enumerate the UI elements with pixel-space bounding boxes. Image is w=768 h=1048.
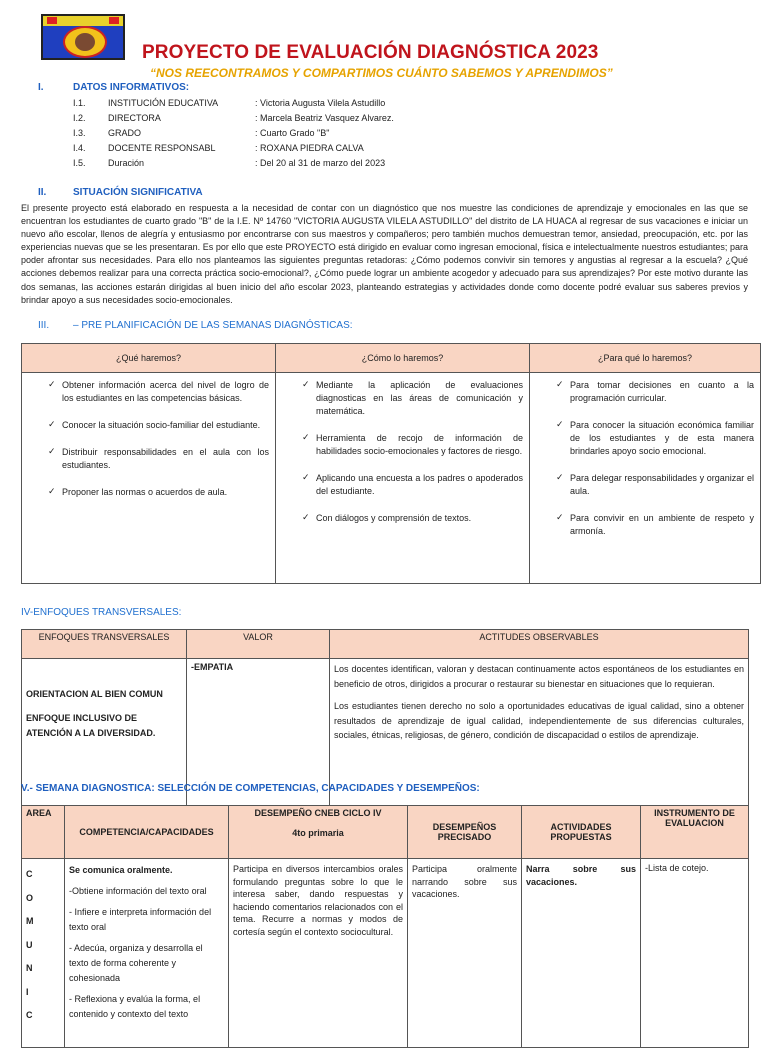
check-icon: ✓	[556, 379, 564, 389]
section-2-number: II.	[38, 187, 47, 198]
col-header-como: ¿Cómo lo haremos?	[276, 344, 530, 373]
info-num: I.4.	[73, 143, 86, 153]
actitud-text: Los docentes identifican, valoran y destacan continuamente actos espontáneos de los estudiantes en beneficio de otros, dirigidos a procurar o restaurar su bienestar en situaciones que lo requieran.	[334, 664, 744, 689]
info-num: I.2.	[73, 113, 86, 123]
info-value: : Marcela Beatriz Vasquez Alvarez.	[255, 113, 394, 123]
table-row	[22, 859, 749, 1048]
info-label: GRADO	[108, 128, 142, 138]
list-item	[28, 446, 269, 472]
actividad-cell	[522, 859, 641, 1048]
check-icon: ✓	[556, 419, 564, 429]
item-text: Para delegar responsabilidades y organizar el aula.	[570, 473, 754, 496]
item-text: Obtener información acerca del nivel de logro de los estudiantes en las competencias básicas.	[62, 380, 269, 403]
area-letter: I	[26, 986, 29, 997]
portrait-face	[75, 33, 95, 51]
flag-icon	[47, 17, 57, 24]
list-item	[536, 419, 754, 458]
list-item	[28, 486, 269, 499]
precisado-cell	[408, 859, 522, 1048]
col-header-actitudes: ACTITUDES OBSERVABLES	[330, 630, 749, 659]
list-item	[536, 379, 754, 405]
table-row	[22, 373, 761, 584]
info-label: Duración	[108, 158, 145, 168]
col-header-que: ¿Qué haremos?	[22, 344, 276, 373]
table-header-row	[22, 806, 749, 859]
info-label: INSTITUCIÓN EDUCATIVA	[108, 98, 219, 108]
check-icon: ✓	[556, 472, 564, 482]
planning-table	[21, 343, 761, 584]
col-header-desempeno	[229, 806, 408, 859]
area-letter: C	[26, 869, 33, 879]
info-value: : Del 20 al 31 de marzo del 2023	[255, 158, 386, 168]
info-label: DIRECTORA	[108, 113, 161, 123]
item-text: Para conocer la situación económica familiar de los estudiantes y de esta manera brindarles apoyo socio emocional.	[570, 420, 754, 456]
info-num: I.3.	[73, 128, 86, 138]
portrait-emblem	[63, 26, 107, 58]
list-item	[282, 432, 523, 458]
col-header-actividades: ACTIVIDADES PROPUESTAS	[522, 806, 641, 859]
col-header-precisado: DESEMPEÑOS PRECISADO	[408, 806, 522, 859]
check-icon: ✓	[556, 512, 564, 522]
competencia-title: Se comunica oralmente.	[69, 865, 173, 875]
situacion-paragraph: El presente proyecto está elaborado en respuesta a la necesidad de contar con un diagnóstico que nos muestre las condiciones de aprendizaje y emocionales en las que se encuentran los estudiantes de cuarto grado "B" de la I.E. Nº 14760 "VICTORIA AUGUSTA VILELA ASTUDILLO" del distrito de LA HUACA al regresar de sus vacaciones e iniciar un nuevo año escolar, llenos de alegría y entusiasmo por encontrarse con sus maestros y compañeros; pero también muchos demuestran temor, ansiedad, preocupación, etc. por las experiencias nuevas que se les presentaran. Es por ello que este PROYECTO está dirigido en evaluar como ingresan emocional, física e intelectualmente nuestros estudiantes; para poder afrontar sus necesidades. Para ello nos planteamos las siguientes preguntas retadoras: ¿Cómo podemos convivir sin temores y angustias al regresar a la escuela? ¿Qué acciones debemos realizar para una correcta práctica socio-emocional?, ¿Cómo puede lograr un ambiente acogedor y adecuado para sus aprendizajes? Por este motivo durante las dos semanas, las acciones estarán dirigidas al buen inicio del año escolar 2023, planteando estrategias y actividades donde como docente podré evaluar sus saberes previos y brindar apoyo a sus necesidades socio-emocionales.	[21, 203, 748, 305]
check-icon: ✓	[302, 379, 310, 389]
info-num: I.5.	[73, 158, 86, 168]
area-letter: N	[26, 963, 33, 973]
list-item	[536, 472, 754, 498]
col-header-enfoques: ENFOQUES TRANSVERSALES	[22, 630, 187, 659]
item-text: Para tomar decisiones en cuanto a la programación curricular.	[570, 380, 754, 403]
area-letter: C	[26, 1010, 33, 1020]
item-text: Con diálogos y comprensión de textos.	[316, 513, 472, 523]
check-icon: ✓	[48, 379, 56, 389]
capacidad-item: - Reflexiona y evalúa la forma, el contenido y contexto del texto	[69, 994, 201, 1019]
capacidad-item: -Obtiene información del texto oral	[69, 886, 207, 896]
actitud-text: Los estudiantes tienen derecho no solo a oportunidades educativas de igual calidad, sino a obtener resultados de aprendizaje de igual calidad, independientemente de sus diferencias culturales, sociales, étnicas, religiosas, de género, condición de discapacidad o estilos de aprendizaje.	[334, 701, 744, 740]
area-cell	[22, 859, 65, 1048]
desempeno-text: Participa en diversos intercambios orales formulando preguntas sobre lo que le interesa saber, dando respuestas y haciendo comentarios relacionados con el tema. Recurre a normas y modos de cortesía según el contexto sociocultural.	[233, 864, 403, 937]
area-letter: U	[26, 939, 33, 950]
item-text: Mediante la aplicación de evaluaciones diagnosticas en las áreas de comunicación y matemática.	[316, 380, 523, 416]
list-item	[282, 472, 523, 498]
col-para-que	[530, 373, 761, 584]
col-header-area: AREA	[22, 806, 65, 859]
info-value: : ROXANA PIEDRA CALVA	[255, 143, 364, 153]
check-icon: ✓	[48, 486, 56, 496]
check-icon: ✓	[302, 512, 310, 522]
desempeno-header-sub: 4to primaria	[292, 828, 344, 838]
competencia-cell	[65, 859, 229, 1048]
table-header-row	[22, 344, 761, 373]
col-header-instrumento: INSTRUMENTO DE EVALUACION	[641, 806, 749, 859]
list-item	[536, 512, 754, 538]
check-icon: ✓	[48, 446, 56, 456]
section-3-title: – PRE PLANIFICACIÓN DE LAS SEMANAS DIAGNÓSTICAS:	[73, 320, 353, 331]
item-text: Aplicando una encuesta a los padres o apoderados del estudiante.	[316, 473, 523, 496]
col-como	[276, 373, 530, 584]
capacidad-item: - Infiere e interpreta información del texto oral	[69, 907, 212, 932]
instrumento-text: -Lista de cotejo.	[645, 863, 709, 873]
section-5-title: V.- SEMANA DIAGNOSTICA: SELECCIÓN DE COMPETENCIAS, CAPACIDADES Y DESEMPEÑOS:	[21, 783, 480, 794]
item-text: Proponer las normas o acuerdos de aula.	[62, 487, 228, 497]
item-text: Conocer la situación socio-familiar del estudiante.	[62, 420, 261, 430]
instrumento-cell	[641, 859, 749, 1048]
list-item	[28, 379, 269, 405]
competencias-table	[21, 805, 749, 1048]
col-header-valor: VALOR	[187, 630, 330, 659]
check-icon: ✓	[48, 419, 56, 429]
actividad-text: Narra sobre sus vacaciones.	[526, 864, 636, 887]
info-value: : Cuarto Grado "B"	[255, 128, 330, 138]
precisado-text: Participa oralmente narrando sobre sus vacaciones.	[412, 864, 517, 899]
item-text: Herramienta de recojo de información de habilidades socio-emocionales y factores de riesgo.	[316, 433, 523, 456]
school-logo	[41, 14, 125, 60]
document-title: PROYECTO DE EVALUACIÓN DIAGNÓSTICA 2023	[142, 42, 599, 63]
col-que	[22, 373, 276, 584]
check-icon: ✓	[302, 432, 310, 442]
info-label: DOCENTE RESPONSABL	[108, 143, 216, 153]
document-subtitle: “NOS REECONTRAMOS Y COMPARTIMOS CUÁNTO SABEMOS Y APRENDIMOS”	[150, 66, 613, 80]
list-item	[282, 379, 523, 418]
col-header-competencia: COMPETENCIA/CAPACIDADES	[65, 806, 229, 859]
valor-text: -EMPATIA	[191, 662, 234, 672]
enfoque-bien-comun: ORIENTACION AL BIEN COMUN	[26, 689, 163, 699]
flag-icon	[109, 17, 119, 24]
list-item	[282, 512, 523, 525]
section-1-number: I.	[38, 82, 44, 93]
section-1-title: DATOS INFORMATIVOS:	[73, 82, 190, 93]
section-4-title: IV-ENFOQUES TRANSVERSALES:	[21, 607, 182, 618]
list-item	[28, 419, 269, 432]
check-icon: ✓	[302, 472, 310, 482]
capacidad-item: - Adecúa, organiza y desarrolla el texto de forma coherente y cohesionada	[69, 943, 203, 983]
section-3-number: III.	[38, 320, 50, 331]
info-num: I.1.	[73, 98, 86, 108]
area-letter: M	[26, 916, 34, 926]
col-header-para-que: ¿Para qué lo haremos?	[530, 344, 761, 373]
area-letter: O	[26, 892, 34, 903]
desempeno-cell	[229, 859, 408, 1048]
enfoque-inclusivo: ENFOQUE INCLUSIVO DE ATENCIÓN A LA DIVERSIDAD.	[26, 713, 156, 738]
desempeno-header-text: DESEMPEÑO CNEB CICLO IV	[254, 808, 382, 818]
table-header-row	[22, 630, 749, 659]
item-text: Para convivir en un ambiente de respeto y armonía.	[570, 513, 754, 536]
info-value: : Victoria Augusta Vilela Astudillo	[255, 98, 386, 108]
item-text: Distribuir responsabilidades en el aula con los estudiantes.	[62, 447, 269, 470]
section-2-title: SITUACIÓN SIGNIFICATIVA	[73, 187, 203, 198]
